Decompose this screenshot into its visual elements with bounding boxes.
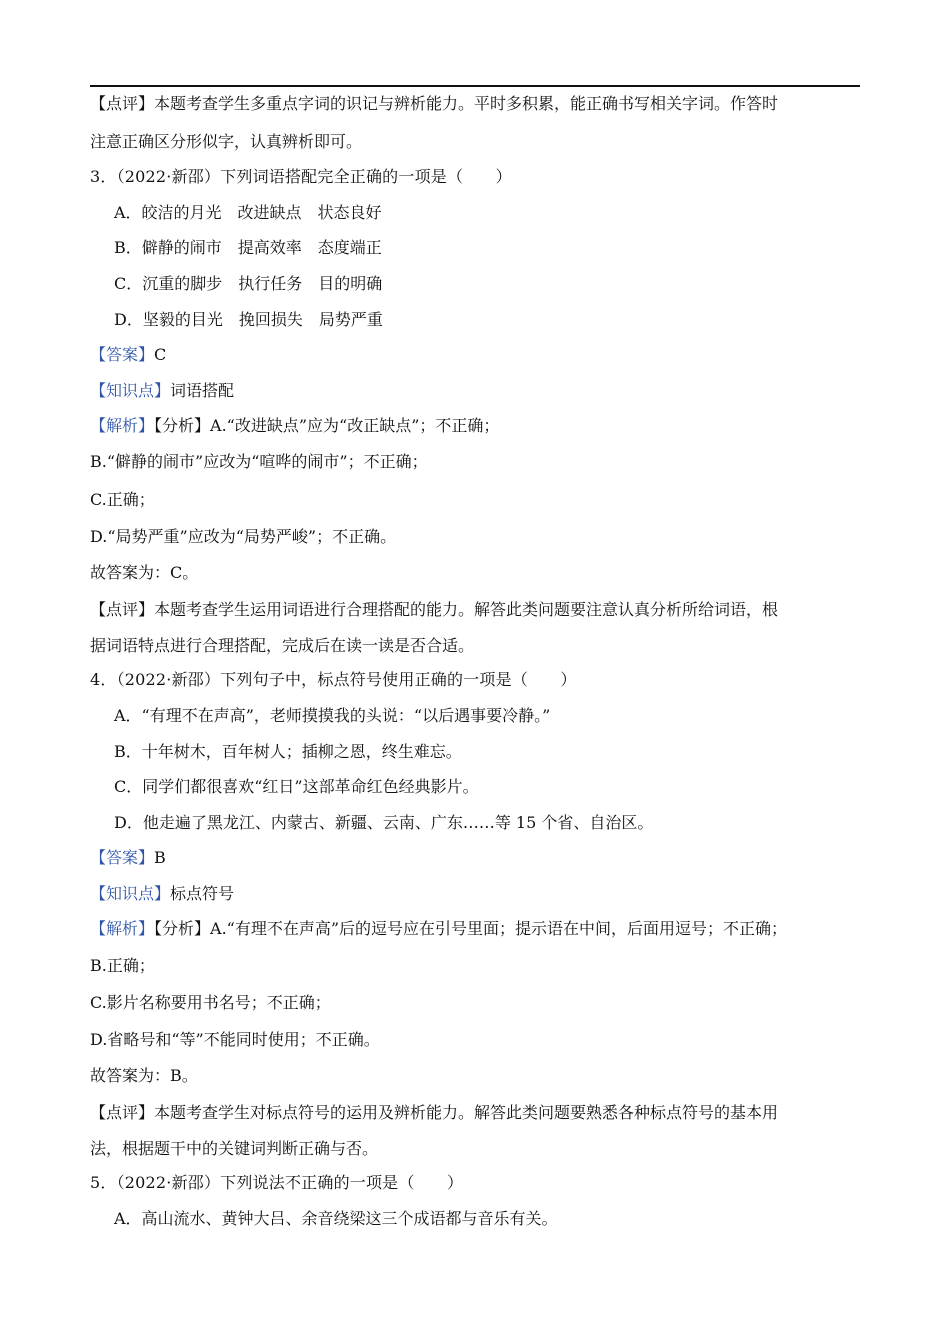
answer-tag: 【答案】 <box>90 848 155 867</box>
analysis-text: 【分析】A.“有理不在声高”后的逗号应在引号里面；提示语在中间，后面用逗号；不正确； <box>154 919 788 938</box>
q3-option-d: D．坚毅的目光 挽回损失 局势严重 <box>114 310 383 329</box>
q4-option-a: A．“有理不在声高”，老师摸摸我的头说：“以后遇事要冷静。” <box>114 706 551 725</box>
q3-comment-line2: 据词语特点进行合理搭配，完成后在读一读是否合适。 <box>90 636 475 655</box>
knowledge-point-tag: 【知识点】 <box>90 381 171 400</box>
q4-answer <box>90 847 865 869</box>
q3-stem: 3．（2022·新邵）下列词语搭配完全正确的一项是（ ） <box>90 167 512 186</box>
answer-tag: 【答案】 <box>90 345 155 364</box>
comment-tag: 【点评】 <box>90 600 155 619</box>
q3-analysis-line4: D.“局势严重”应改为“局势严峻”；不正确。 <box>90 527 397 546</box>
comment-tag: 【点评】 <box>90 94 155 113</box>
comment-tag: 【点评】 <box>90 1103 155 1122</box>
q4-option-c: C．同学们都很喜欢“红日”这部革命红色经典影片。 <box>114 777 479 796</box>
q4-comment-line1 <box>90 1102 865 1124</box>
q3-comment-line1 <box>90 599 865 621</box>
top-comment-line2: 注意正确区分形似字，认真辨析即可。 <box>90 132 363 151</box>
analysis-text: 【分析】A.“改进缺点”应为“改正缺点”；不正确； <box>154 416 500 435</box>
answer-value: C <box>154 345 167 364</box>
q3-option-a: A．皎洁的月光 改进缺点 状态良好 <box>114 203 382 222</box>
q3-analysis-line1 <box>90 415 865 437</box>
q5-stem: 5．（2022·新邵）下列说法不正确的一项是（ ） <box>90 1173 464 1192</box>
analysis-tag: 【解析】 <box>90 416 155 435</box>
q4-option-b: B．十年树木，百年树人；插柳之恩，终生难忘。 <box>114 742 462 761</box>
analysis-tag: 【解析】 <box>90 919 155 938</box>
q3-analysis-line3: C.正确； <box>90 490 155 509</box>
q5-option-a: A．高山流水、黄钟大吕、余音绕梁这三个成语都与音乐有关。 <box>114 1209 558 1228</box>
knowledge-point-value: 词语搭配 <box>170 381 235 400</box>
q4-comment-line2: 法，根据题干中的关键词判断正确与否。 <box>90 1139 379 1158</box>
top-comment-line1 <box>90 93 865 115</box>
q4-analysis-line3: C.影片名称要用书名号；不正确； <box>90 993 331 1012</box>
q3-analysis-line2: B.“僻静的闹市”应改为“喧哗的闹市”；不正确； <box>90 452 428 471</box>
header-rule <box>90 85 860 87</box>
knowledge-point-tag: 【知识点】 <box>90 884 171 903</box>
q4-analysis-line4: D.省略号和“等”不能同时使用；不正确。 <box>90 1030 380 1049</box>
comment-text: 本题考查学生运用词语进行合理搭配的能力。解答此类问题要注意认真分析所给词语，根 <box>154 600 779 619</box>
knowledge-point-value: 标点符号 <box>170 884 235 903</box>
q4-stem: 4．（2022·新邵）下列句子中，标点符号使用正确的一项是（ ） <box>90 670 577 689</box>
q4-analysis-line1 <box>90 918 865 940</box>
answer-value: B <box>154 848 166 867</box>
comment-text: 本题考查学生对标点符号的运用及辨析能力。解答此类问题要熟悉各种标点符号的基本用 <box>154 1103 779 1122</box>
q3-analysis-line5: 故答案为：C。 <box>90 563 199 582</box>
q3-knowledge-point <box>90 380 865 402</box>
q4-option-d: D．他走遍了黑龙江、内蒙古、新疆、云南、广东……等 15 个省、自治区。 <box>114 813 654 832</box>
q3-answer <box>90 344 865 366</box>
comment-text: 本题考查学生多重点字词的识记与辨析能力。平时多积累，能正确书写相关字词。作答时 <box>154 94 779 113</box>
q4-analysis-line5: 故答案为：B。 <box>90 1066 198 1085</box>
q3-option-b: B．僻静的闹市 提高效率 态度端正 <box>114 238 382 257</box>
q3-option-c: C．沉重的脚步 执行任务 目的明确 <box>114 274 383 293</box>
q4-knowledge-point <box>90 883 865 905</box>
q4-analysis-line2: B.正确； <box>90 956 155 975</box>
